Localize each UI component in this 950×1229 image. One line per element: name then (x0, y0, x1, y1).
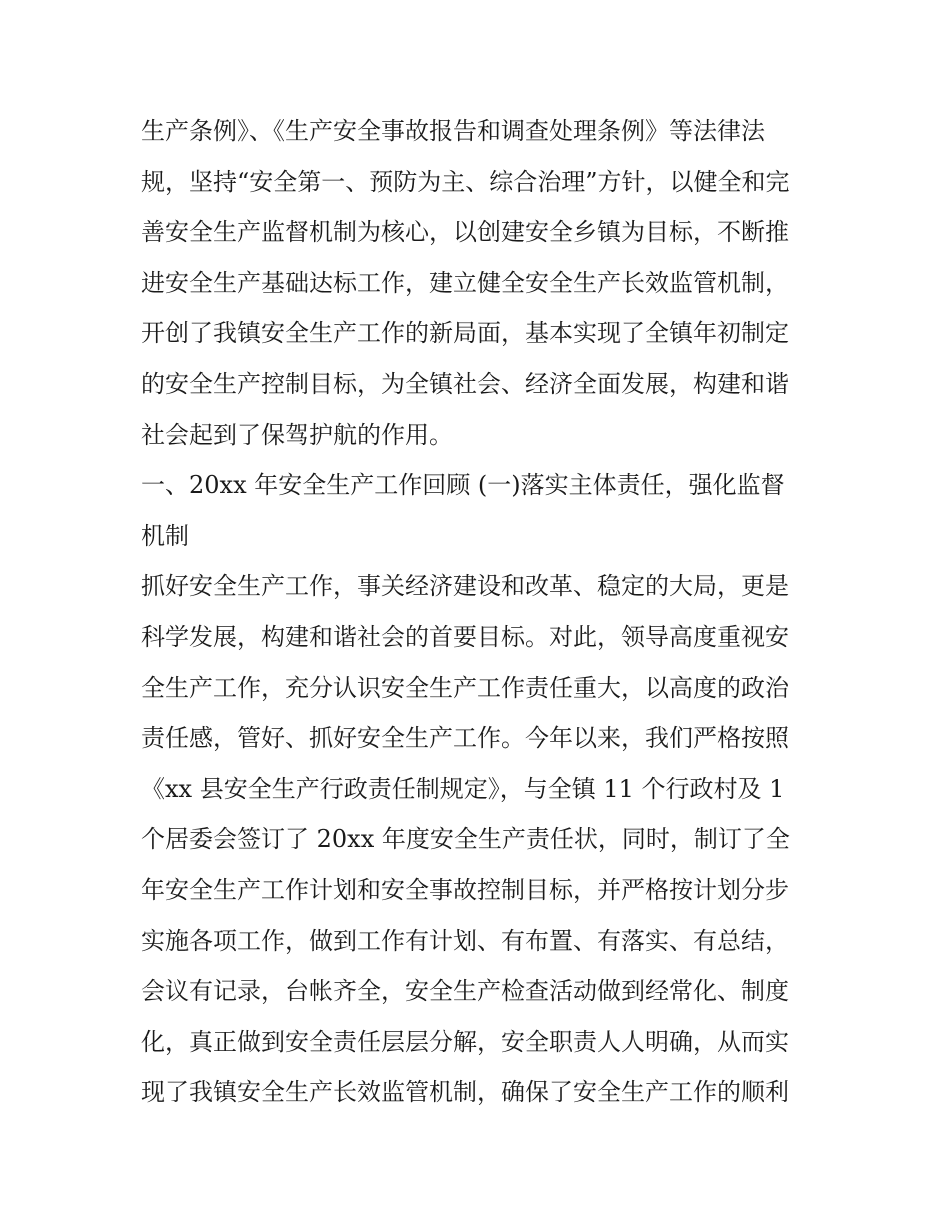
text-line: 生产条例》、《生产安全事故报告和调查处理条例》等法律法 (141, 117, 765, 145)
text-line: 化，真正做到安全责任层层分解，安全职责人人明确，从而实 (141, 1027, 789, 1056)
text-line: 社会起到了保驾护航的作用。 (141, 420, 453, 449)
text-line: 年安全生产工作计划和安全事故控制目标，并严格按计划分步 (141, 875, 789, 904)
text-line: 会议有记录，台帐齐全，安全生产检查活动做到经常化、制度 (141, 977, 789, 1006)
text-line: 现了我镇安全生产长效监管机制，确保了安全生产工作的顺利 (141, 1078, 789, 1107)
text-line: 实施各项工作，做到工作有计划、有布置、有落实、有总结， (141, 926, 789, 955)
text-line: 全生产工作，充分认识安全生产工作责任重大，以高度的政治 (141, 673, 789, 702)
section-heading-continued: 机制 (141, 521, 189, 550)
text-line: 进安全生产基础达标工作，建立健全安全生产长效监管机制， (141, 268, 789, 297)
text-line: 科学发展，构建和谐社会的首要目标。对此，领导高度重视安 (141, 622, 789, 651)
text-line: 责任感，管好、抓好安全生产工作。今年以来，我们严格按照 (141, 724, 789, 753)
text-line: 开创了我镇安全生产工作的新局面，基本实现了全镇年初制定 (141, 319, 789, 348)
text-line: 抓好安全生产工作，事关经济建设和改革、稳定的大局，更是 (141, 572, 789, 601)
document-body (141, 106, 821, 1118)
text-line: 的安全生产控制目标，为全镇社会、经济全面发展，构建和谐 (141, 369, 789, 398)
text-line: 《xx 县安全生产行政责任制规定》，与全镇 11 个行政村及 1 (141, 774, 785, 803)
text-line: 个居委会签订了 20xx 年度安全生产责任状，同时，制订了全 (141, 825, 790, 854)
text-line: 善安全生产监督机制为核心，以创建安全乡镇为目标，不断推 (141, 218, 789, 247)
section-heading: 一、20xx 年安全生产工作回顾 (一)落实主体责任，强化监督 (141, 471, 785, 500)
text-line: 规，坚持“安全第一、预防为主、综合治理”方针，以健全和完 (141, 167, 790, 196)
